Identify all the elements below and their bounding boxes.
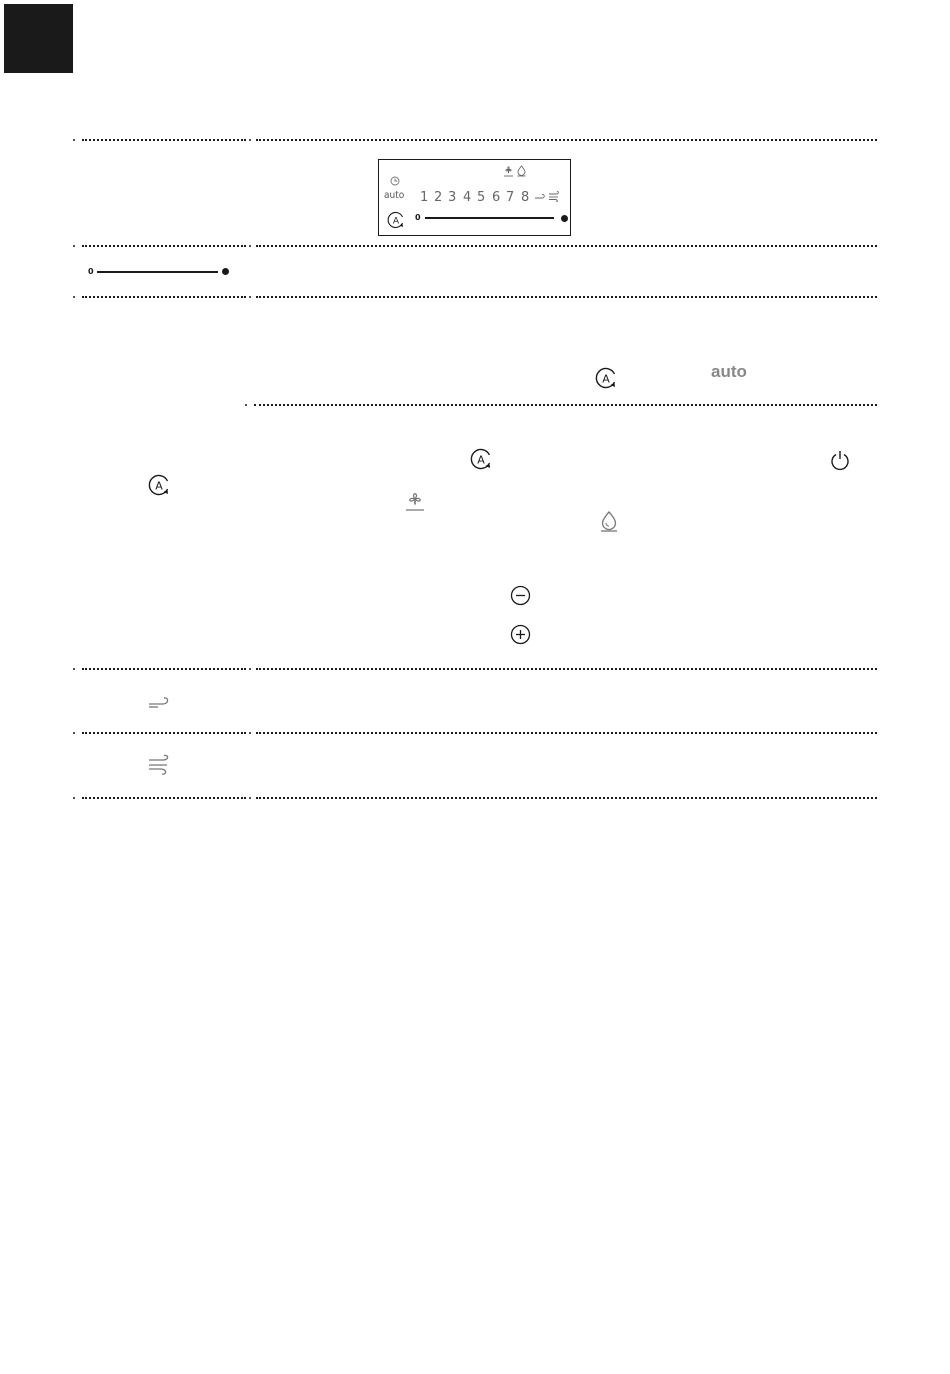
control-panel-diagram bbox=[378, 159, 571, 236]
table-rule bbox=[82, 732, 246, 734]
rule-dot bbox=[249, 139, 251, 141]
boost-2-icon bbox=[148, 754, 172, 776]
table-rule bbox=[256, 797, 877, 799]
rule-dot bbox=[73, 245, 75, 247]
table-rule bbox=[82, 296, 246, 298]
level-4: 4 bbox=[463, 190, 472, 205]
grease-filter-icon bbox=[517, 165, 526, 177]
panel-auto-label: auto bbox=[384, 190, 405, 201]
level-8: 8 bbox=[521, 190, 530, 205]
level-1: 1 bbox=[420, 190, 429, 205]
rule-dot bbox=[73, 732, 75, 734]
level-2: 2 bbox=[434, 190, 443, 205]
rule-dot bbox=[249, 668, 251, 670]
table-rule bbox=[256, 732, 877, 734]
rule-dot bbox=[245, 404, 247, 406]
slider-track bbox=[97, 271, 218, 273]
level-5: 5 bbox=[477, 190, 486, 205]
rule-dot bbox=[73, 668, 75, 670]
table-rule bbox=[82, 797, 246, 799]
table-rule bbox=[256, 139, 877, 141]
power-icon bbox=[830, 450, 850, 471]
boost-2-icon bbox=[548, 191, 561, 202]
rule-dot bbox=[249, 797, 251, 799]
svg-text:A: A bbox=[155, 479, 163, 493]
fan-icon bbox=[405, 490, 425, 512]
panel-slider-knob bbox=[561, 215, 568, 222]
auto-mode-icon bbox=[148, 474, 170, 496]
grease-filter-icon bbox=[600, 510, 618, 532]
rule-dot bbox=[73, 296, 75, 298]
level-7: 7 bbox=[506, 190, 515, 205]
svg-text:A: A bbox=[602, 372, 610, 386]
svg-text:A: A bbox=[477, 453, 485, 467]
plus-icon bbox=[510, 624, 531, 645]
slider-zero-label: 0 bbox=[88, 267, 94, 276]
auto-mode-icon bbox=[387, 211, 405, 229]
corner-tab bbox=[4, 4, 73, 73]
table-rule bbox=[82, 245, 246, 247]
boost-1-icon bbox=[534, 193, 546, 202]
rule-dot bbox=[249, 296, 251, 298]
minus-icon bbox=[510, 585, 531, 606]
rule-dot bbox=[249, 245, 251, 247]
table-rule bbox=[256, 245, 877, 247]
level-3: 3 bbox=[448, 190, 457, 205]
slider-knob bbox=[222, 268, 229, 275]
fan-icon bbox=[503, 165, 514, 177]
timer-icon bbox=[390, 176, 400, 186]
rule-dot bbox=[249, 732, 251, 734]
boost-1-icon bbox=[148, 694, 170, 710]
panel-slider-track bbox=[425, 217, 554, 219]
auto-mode-icon bbox=[595, 367, 617, 389]
table-rule bbox=[256, 296, 877, 298]
table-rule bbox=[256, 668, 877, 670]
rule-dot bbox=[73, 139, 75, 141]
svg-text:A: A bbox=[392, 216, 400, 227]
auto-mode-icon bbox=[470, 448, 492, 470]
level-6: 6 bbox=[492, 190, 501, 205]
table-rule bbox=[82, 668, 246, 670]
rule-dot bbox=[73, 797, 75, 799]
auto-text-label: auto bbox=[711, 362, 747, 381]
table-rule bbox=[82, 139, 246, 141]
table-rule bbox=[254, 404, 877, 406]
panel-slider-zero: 0 bbox=[415, 213, 421, 222]
